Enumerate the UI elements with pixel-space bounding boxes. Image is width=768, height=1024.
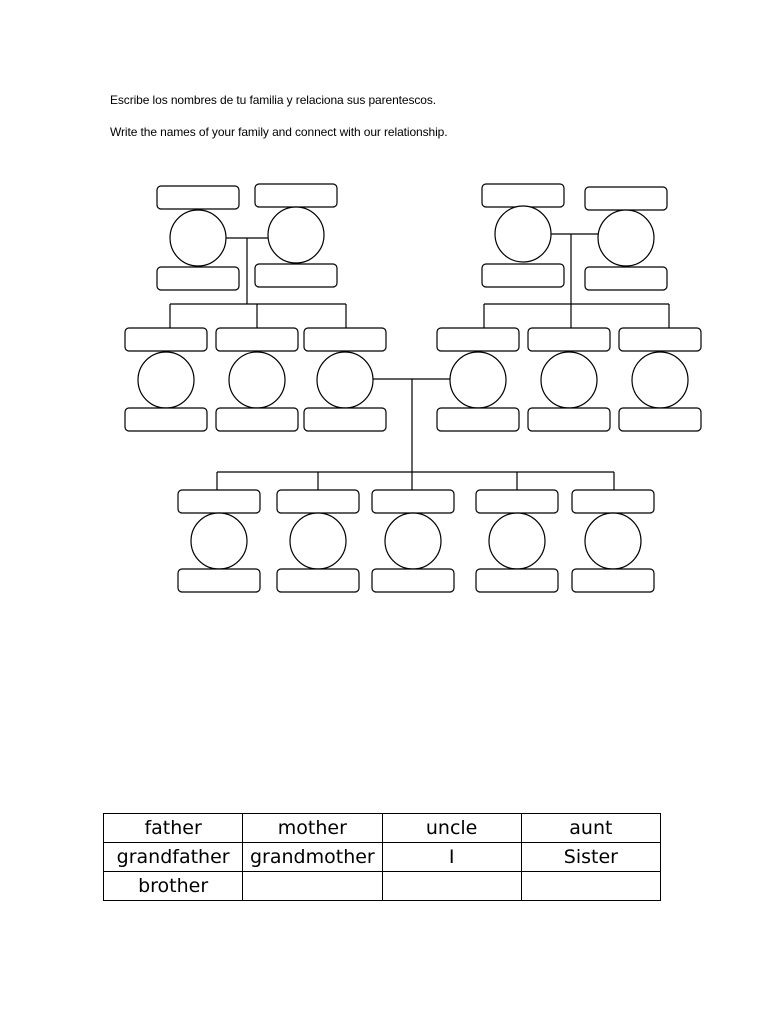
word-cell: grandmother xyxy=(243,843,382,872)
word-cell: aunt xyxy=(521,814,660,843)
photo-circle xyxy=(541,352,597,408)
parent-generation-node xyxy=(216,328,298,431)
photo-circle xyxy=(450,352,506,408)
name-box[interactable] xyxy=(572,490,654,513)
name-box[interactable] xyxy=(157,186,239,209)
parent-generation-node xyxy=(619,328,701,431)
name-box[interactable] xyxy=(482,184,564,207)
name-box[interactable] xyxy=(304,328,386,351)
grandparent-node xyxy=(482,184,564,287)
word-cell: I xyxy=(382,843,521,872)
photo-circle xyxy=(598,210,654,266)
table-row xyxy=(104,843,661,872)
photo-circle xyxy=(191,513,247,569)
child-node xyxy=(372,490,454,592)
word-cell: mother xyxy=(243,814,382,843)
name-box[interactable] xyxy=(585,187,667,210)
word-cell xyxy=(382,872,521,901)
photo-circle xyxy=(229,352,285,408)
photo-circle xyxy=(585,513,641,569)
photo-circle xyxy=(138,352,194,408)
grandparent-node xyxy=(585,187,667,290)
photo-circle xyxy=(495,206,551,262)
relationship-box[interactable] xyxy=(619,408,701,431)
photo-circle xyxy=(290,513,346,569)
parent-generation-node xyxy=(528,328,610,431)
word-cell: father xyxy=(104,814,243,843)
name-box[interactable] xyxy=(437,328,519,351)
photo-circle xyxy=(170,210,226,266)
name-box[interactable] xyxy=(476,490,558,513)
relationship-box[interactable] xyxy=(482,264,564,287)
relationship-box[interactable] xyxy=(125,408,207,431)
relationship-box[interactable] xyxy=(476,569,558,592)
relationship-box[interactable] xyxy=(277,569,359,592)
photo-circle xyxy=(268,207,324,263)
name-box[interactable] xyxy=(528,328,610,351)
word-cell: uncle xyxy=(382,814,521,843)
photo-circle xyxy=(385,513,441,569)
grandparent-node xyxy=(255,184,337,287)
child-node xyxy=(178,490,260,592)
word-cell: Sister xyxy=(521,843,660,872)
name-box[interactable] xyxy=(255,184,337,207)
parent-generation-node xyxy=(125,328,207,431)
name-box[interactable] xyxy=(125,328,207,351)
name-box[interactable] xyxy=(178,490,260,513)
word-cell xyxy=(521,872,660,901)
instruction-spanish: Escribe los nombres de tu familia y relaciona sus parentescos. xyxy=(110,93,436,107)
name-box[interactable] xyxy=(216,328,298,351)
name-box[interactable] xyxy=(277,490,359,513)
photo-circle xyxy=(632,352,688,408)
name-box[interactable] xyxy=(372,490,454,513)
word-cell xyxy=(243,872,382,901)
child-node xyxy=(572,490,654,592)
child-node xyxy=(476,490,558,592)
relationship-box[interactable] xyxy=(372,569,454,592)
table-row xyxy=(104,872,661,901)
relationship-box[interactable] xyxy=(157,267,239,290)
word-bank-table xyxy=(103,813,661,901)
relationship-box[interactable] xyxy=(528,408,610,431)
child-node xyxy=(277,490,359,592)
relationship-box[interactable] xyxy=(304,408,386,431)
relationship-box[interactable] xyxy=(585,267,667,290)
word-cell: grandfather xyxy=(104,843,243,872)
relationship-box[interactable] xyxy=(255,264,337,287)
relationship-box[interactable] xyxy=(178,569,260,592)
relationship-box[interactable] xyxy=(437,408,519,431)
relationship-box[interactable] xyxy=(572,569,654,592)
photo-circle xyxy=(489,513,545,569)
relationship-box[interactable] xyxy=(216,408,298,431)
photo-circle xyxy=(317,352,373,408)
table-row xyxy=(104,814,661,843)
instruction-english: Write the names of your family and connect with our relationship. xyxy=(110,125,448,139)
name-box[interactable] xyxy=(619,328,701,351)
word-cell: brother xyxy=(104,872,243,901)
